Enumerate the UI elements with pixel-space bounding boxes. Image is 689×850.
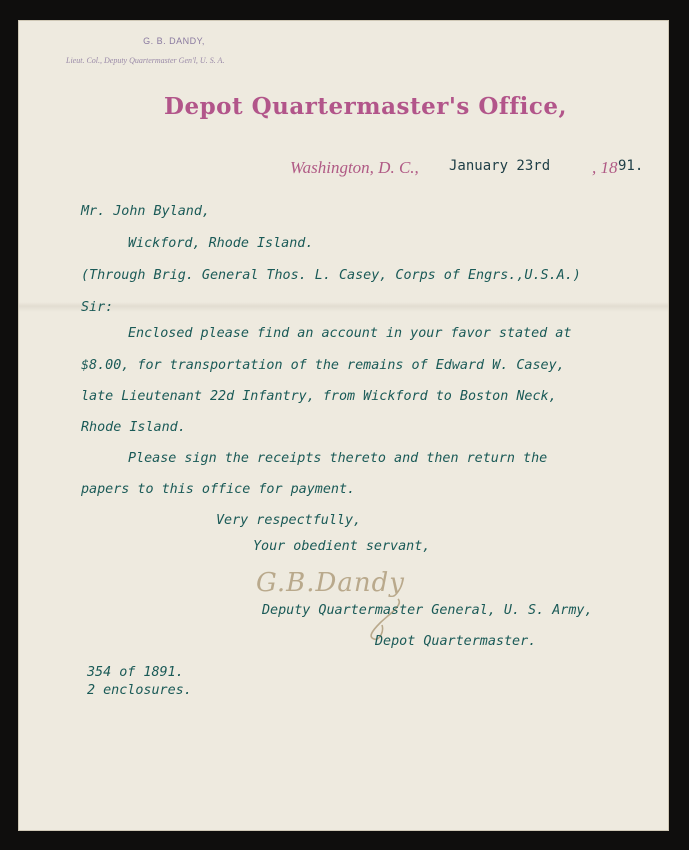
closing-line-1: Very respectfully,: [216, 513, 362, 528]
office-heading: Depot Quartermaster's Office,: [164, 93, 568, 120]
address-line-3: (Through Brig. General Thos. L. Casey, Corps of Engrs.,U.S.A.): [81, 268, 581, 283]
handwritten-signature: G.B.Dandy: [256, 568, 405, 598]
letterhead-title: Lieut. Col., Deputy Quartermaster Gen'l, U. S. A.: [66, 56, 225, 65]
dateline-year-suffix: 91.: [618, 158, 644, 174]
letter-sheet: [18, 20, 669, 831]
body-line: late Lieutenant 22d Infantry, from Wickford to Boston Neck,: [81, 389, 557, 404]
dateline-date: January 23rd: [449, 158, 551, 174]
body-line: papers to this office for payment.: [81, 482, 356, 497]
salutation: Sir:: [81, 300, 114, 315]
address-line-2: Wickford, Rhode Island.: [128, 236, 314, 251]
body-line: Rhode Island.: [81, 420, 186, 435]
enclosures-note: 2 enclosures.: [87, 683, 192, 698]
body-line: Enclosed please find an account in your favor stated at: [128, 326, 572, 341]
body-line: Please sign the receipts thereto and then return the: [128, 451, 548, 466]
body-line: $8.00, for transportation of the remains of Edward W. Casey,: [81, 358, 565, 373]
signature-title-2: Depot Quartermaster.: [375, 634, 537, 649]
address-line-1: Mr. John Byland,: [81, 204, 210, 219]
letterhead-name: G. B. DANDY,: [143, 36, 205, 46]
reference-number: 354 of 1891.: [87, 665, 184, 680]
dateline-place: Washington, D. C.,: [290, 158, 419, 177]
closing-line-2: Your obedient servant,: [253, 539, 431, 554]
dateline-year-prefix: , 18: [592, 158, 618, 177]
signature-title-1: Deputy Quartermaster General, U. S. Army,: [262, 603, 593, 618]
